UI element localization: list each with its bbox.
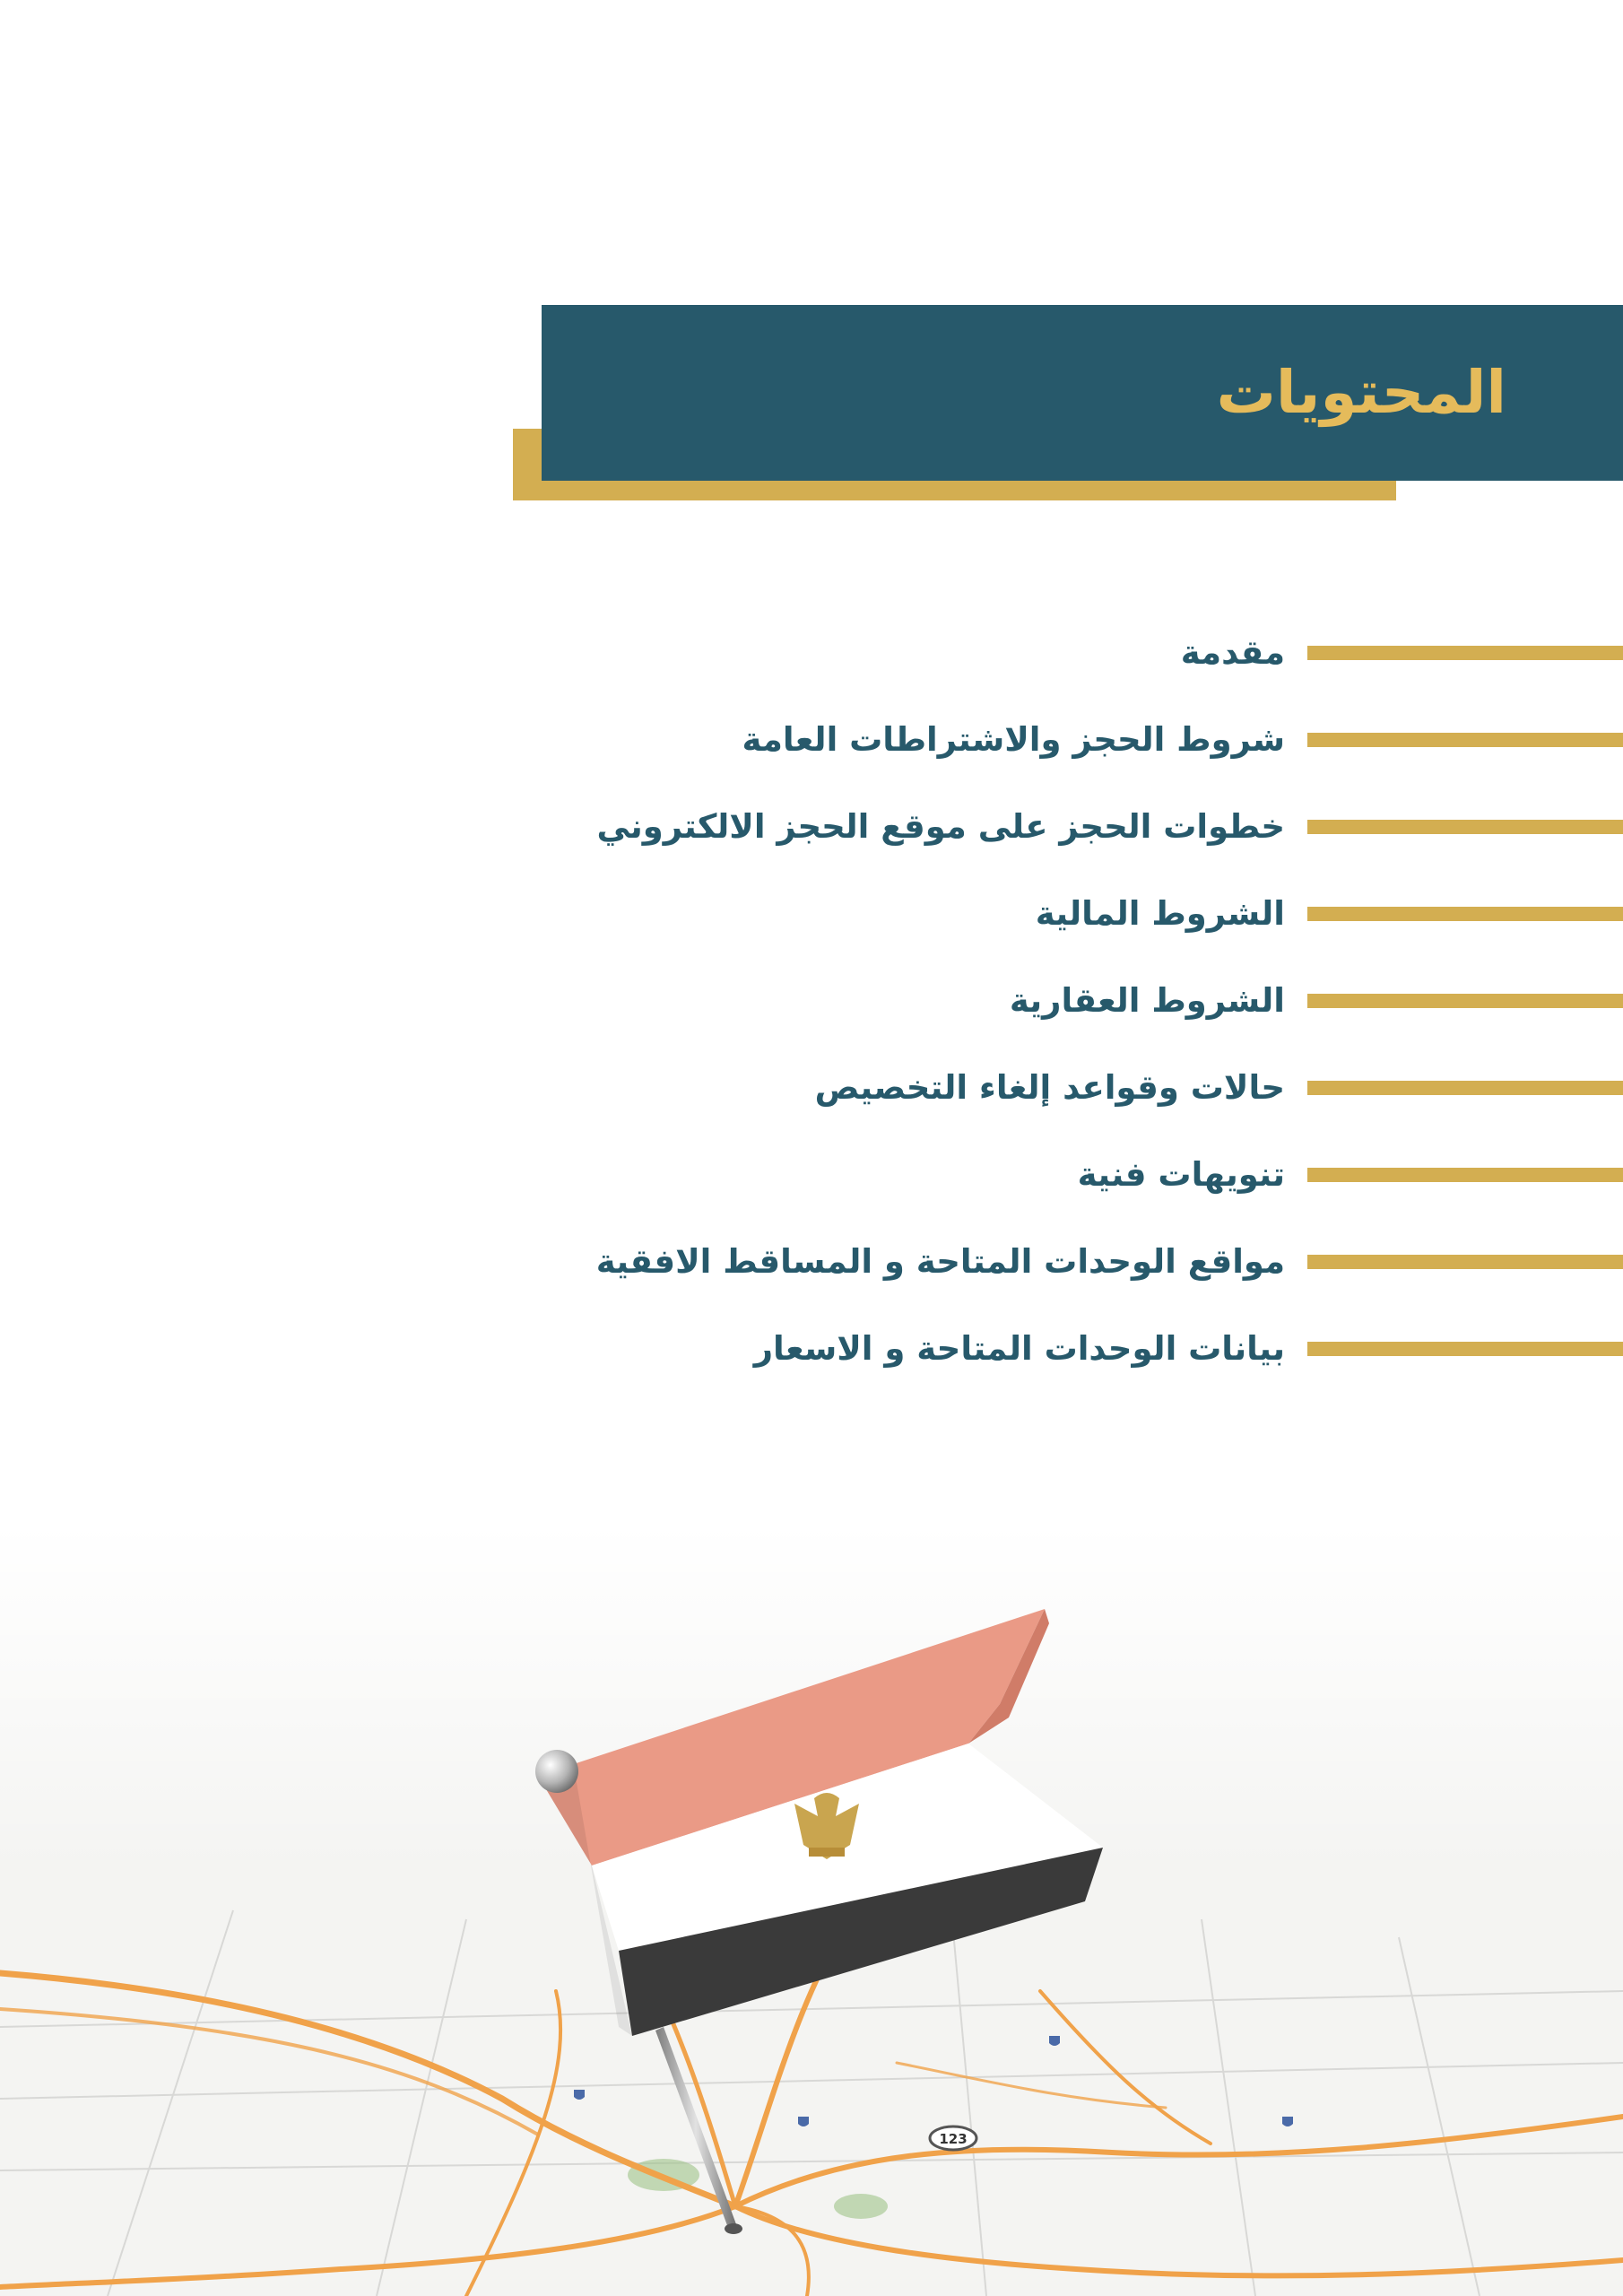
- toc-item-label: بيانات الوحدات المتاحة و الاسعار: [753, 1329, 1285, 1368]
- toc-item-label: مواقع الوحدات المتاحة و المساقط الافقية: [595, 1242, 1285, 1281]
- toc-item-label: الشروط المالية: [1035, 894, 1285, 933]
- title-banner: [542, 305, 1623, 481]
- toc-bullet-bar: [1307, 907, 1623, 921]
- toc-bullet-bar: [1307, 733, 1623, 747]
- toc-bullet-bar: [1307, 1168, 1623, 1182]
- toc-item-unit-prices[interactable]: [0, 1306, 1623, 1392]
- toc-item-property-terms[interactable]: [0, 958, 1623, 1044]
- toc-item-label: خطوات الحجز على موقع الحجز الالكتروني: [596, 807, 1285, 846]
- page-title: المحتويات: [1216, 358, 1506, 427]
- toc-item-technical-notes[interactable]: [0, 1132, 1623, 1218]
- toc-bullet-bar: [1307, 1081, 1623, 1095]
- toc-bullet-bar: [1307, 820, 1623, 834]
- toc-bullet-bar: [1307, 1255, 1623, 1269]
- toc-item-label: الشروط العقارية: [1009, 981, 1285, 1020]
- toc-bullet-bar: [1307, 646, 1623, 660]
- toc-bullet-bar: [1307, 994, 1623, 1008]
- toc-item-unit-locations[interactable]: [0, 1219, 1623, 1305]
- toc-item-label: شروط الحجز والاشتراطات العامة: [742, 720, 1285, 759]
- map-flag-illustration: [0, 1525, 1623, 2296]
- toc-item-label: تنويهات فنية: [1077, 1155, 1285, 1194]
- toc-item-online-booking-steps[interactable]: [0, 784, 1623, 870]
- toc-bullet-bar: [1307, 1342, 1623, 1356]
- toc-item-introduction[interactable]: [0, 610, 1623, 696]
- toc-item-cancellation-rules[interactable]: [0, 1045, 1623, 1131]
- toc-item-label: مقدمة: [1180, 633, 1285, 672]
- toc-item-label: حالات وقواعد إلغاء التخصيص: [814, 1068, 1285, 1107]
- toc-item-booking-terms[interactable]: [0, 697, 1623, 783]
- toc-item-financial-terms[interactable]: [0, 871, 1623, 957]
